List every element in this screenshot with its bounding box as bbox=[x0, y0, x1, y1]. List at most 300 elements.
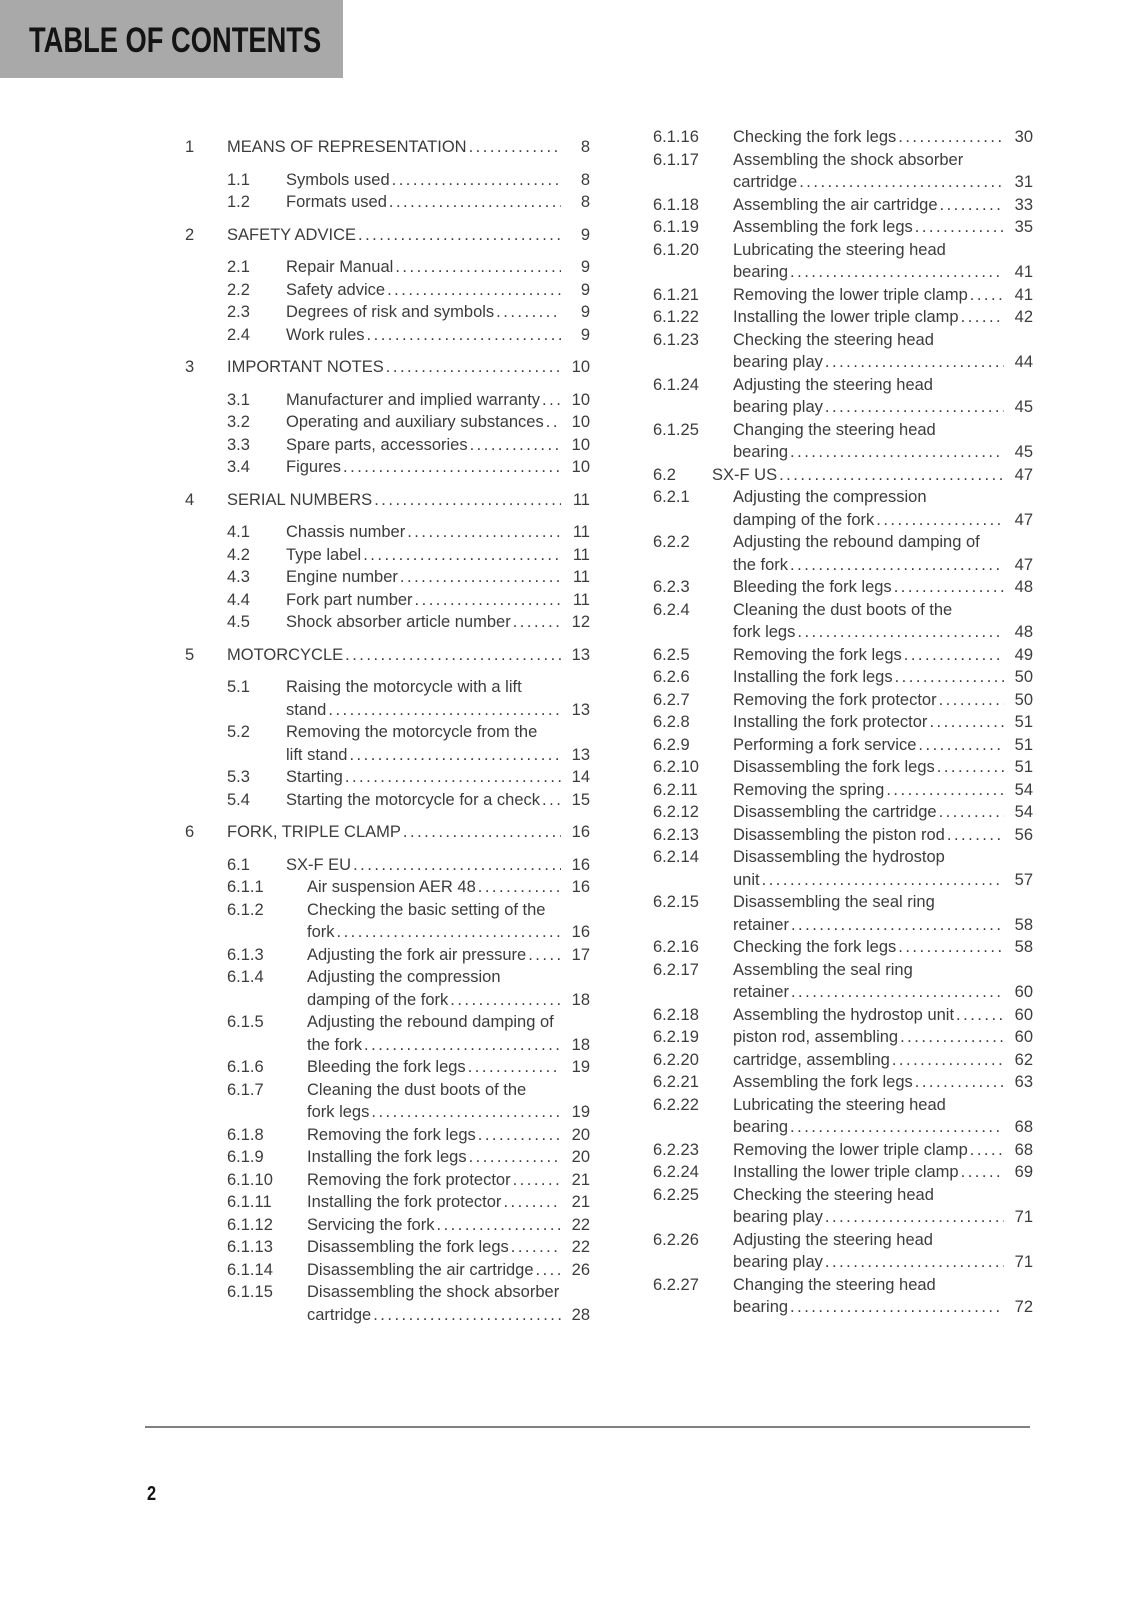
toc-entry-text: Assembling the air cartridge bbox=[733, 195, 938, 214]
dot-leader bbox=[470, 434, 561, 457]
toc-entry-page: 11 bbox=[572, 490, 590, 509]
toc-entry-page: 10 bbox=[571, 358, 590, 376]
toc-entry-page: 18 bbox=[571, 1035, 590, 1054]
toc-entry-text: Removing the fork protector bbox=[733, 690, 937, 709]
toc-entry bbox=[227, 721, 590, 766]
toc-entry-page: 68 bbox=[1014, 1140, 1033, 1159]
toc-entry bbox=[227, 1236, 590, 1259]
toc-entry-page: 8 bbox=[580, 170, 590, 189]
toc-entry-text: Installing the lower triple clamp bbox=[733, 308, 959, 326]
toc-entry-number: 6.2.1 bbox=[653, 488, 690, 506]
toc-entry-page: 62 bbox=[1014, 1050, 1033, 1069]
dot-leader bbox=[345, 766, 561, 789]
toc-entry bbox=[653, 801, 1033, 824]
toc-entry-page: 11 bbox=[572, 545, 590, 564]
toc-entry-text: Assembling the seal ring bbox=[733, 960, 913, 979]
toc-entry-text: Lubricating the steering head bbox=[733, 1095, 946, 1114]
dot-leader bbox=[392, 169, 561, 192]
toc-entry-page: 18 bbox=[571, 990, 590, 1009]
toc-entry bbox=[653, 1229, 1033, 1274]
toc-entry-number: 6.2.11 bbox=[653, 780, 698, 799]
toc-entry-text: fork bbox=[307, 923, 335, 941]
toc-entry-text: retainer bbox=[733, 915, 789, 934]
toc-entry-text: Adjusting the fork air pressure bbox=[307, 945, 527, 964]
toc-entry-number: 6.1.16 bbox=[653, 128, 699, 146]
toc-entry-page: 20 bbox=[571, 1148, 590, 1166]
toc-entry-text: damping of the fork bbox=[733, 510, 875, 529]
dot-leader bbox=[961, 306, 1004, 329]
toc-entry-number: 5.1 bbox=[227, 678, 250, 696]
toc-entry-text: Fork part number bbox=[286, 590, 413, 609]
toc-entry-text: Adjusting the steering head bbox=[733, 1230, 933, 1249]
toc-entry-page: 10 bbox=[571, 458, 590, 476]
dot-leader bbox=[790, 261, 1004, 284]
toc-entry bbox=[227, 899, 590, 944]
dot-leader bbox=[904, 644, 1004, 667]
dot-leader bbox=[337, 921, 561, 944]
toc-entry-number: 3.2 bbox=[227, 413, 250, 431]
toc-entry-page: 41 bbox=[1014, 263, 1033, 281]
toc-entry-number: 6.1.24 bbox=[653, 375, 699, 394]
toc-entry bbox=[227, 1281, 590, 1326]
toc-entry-text: Manufacturer and implied warranty bbox=[286, 390, 541, 409]
toc-entry-text: Changing the steering head bbox=[733, 1275, 936, 1294]
dot-leader bbox=[496, 301, 561, 324]
toc-entry-number: 6.1.25 bbox=[653, 420, 699, 439]
dot-leader bbox=[939, 689, 1004, 712]
toc-entry bbox=[227, 256, 590, 279]
toc-entry bbox=[227, 611, 590, 634]
dot-leader bbox=[328, 699, 561, 722]
toc-entry-number: 6.1.19 bbox=[653, 218, 699, 236]
toc-entry-text: stand bbox=[286, 700, 327, 719]
dot-leader bbox=[450, 989, 561, 1012]
toc-entry-text: Disassembling the air cartridge bbox=[307, 1260, 534, 1279]
toc-entry bbox=[653, 936, 1033, 959]
toc-entry-number: 6.2.23 bbox=[653, 1140, 699, 1159]
dot-leader bbox=[791, 914, 1004, 937]
toc-entry-number: 4.5 bbox=[227, 613, 250, 631]
toc-entry-number: 5.4 bbox=[227, 790, 250, 809]
toc-entry-text: Adjusting the steering head bbox=[733, 375, 933, 394]
toc-entry-page: 31 bbox=[1014, 173, 1033, 191]
toc-entry bbox=[227, 566, 590, 589]
toc-entry-page: 54 bbox=[1014, 780, 1033, 799]
toc-entry bbox=[227, 1011, 590, 1056]
toc-entry-number: 6.1.23 bbox=[653, 330, 699, 349]
dot-leader bbox=[797, 621, 1004, 644]
toc-entry-page: 19 bbox=[571, 1103, 590, 1121]
toc-entry bbox=[653, 1049, 1033, 1072]
toc-entry-page: 19 bbox=[571, 1058, 590, 1076]
toc-entry-number: 2.1 bbox=[227, 258, 250, 276]
dot-leader bbox=[940, 194, 1004, 217]
toc-entry-number: 4 bbox=[185, 490, 195, 509]
toc-entry bbox=[653, 666, 1033, 689]
toc-entry-text: Disassembling the hydrostop bbox=[733, 848, 945, 866]
toc-entry bbox=[653, 734, 1033, 757]
toc-entry-text: Disassembling the fork legs bbox=[307, 1238, 509, 1256]
dot-leader bbox=[400, 566, 561, 589]
toc-entry-text: the fork bbox=[307, 1035, 363, 1054]
toc-entry-text: Spare parts, accessories bbox=[286, 435, 468, 454]
toc-entry-page: 54 bbox=[1014, 803, 1033, 821]
toc-entry-number: 6.1.12 bbox=[227, 1215, 273, 1234]
toc-entry-page: 50 bbox=[1014, 668, 1033, 686]
toc-entry-text: lift stand bbox=[286, 745, 348, 764]
toc-entry-page: 11 bbox=[572, 523, 590, 541]
toc-entry-page: 9 bbox=[580, 325, 590, 344]
toc-entry-text: Installing the fork legs bbox=[733, 668, 893, 686]
dot-leader bbox=[898, 936, 1004, 959]
toc-entry bbox=[653, 846, 1033, 891]
toc-entry-text: Assembling the shock absorber bbox=[733, 150, 964, 169]
toc-entry-text: Removing the fork legs bbox=[307, 1125, 476, 1144]
toc-entry-number: 6.1.6 bbox=[227, 1058, 264, 1076]
toc-entry-text: Safety advice bbox=[286, 280, 386, 299]
toc-entry-number: 3 bbox=[185, 358, 195, 376]
toc-entry bbox=[185, 356, 590, 379]
toc-entry-text: Adjusting the compression bbox=[307, 968, 501, 986]
toc-entry-page: 17 bbox=[571, 945, 590, 964]
toc-entry-number: 4.2 bbox=[227, 545, 250, 564]
toc-entry-text: bearing bbox=[733, 1118, 789, 1136]
toc-entry-text: unit bbox=[733, 870, 760, 889]
toc-entry-number: 6.1.8 bbox=[227, 1125, 264, 1144]
toc-entry-number: 6.2.4 bbox=[653, 600, 690, 619]
toc-entry-page: 63 bbox=[1014, 1073, 1033, 1091]
toc-entry-page: 13 bbox=[571, 700, 590, 719]
dot-leader bbox=[436, 1214, 561, 1237]
toc-entry-number: 2 bbox=[185, 225, 195, 244]
dot-leader bbox=[915, 1071, 1004, 1094]
dot-leader bbox=[790, 554, 1004, 577]
toc-entry bbox=[227, 1056, 590, 1079]
toc-entry-number: 6.2.3 bbox=[653, 578, 690, 596]
toc-entry-page: 9 bbox=[580, 225, 590, 244]
toc-entry-number: 6.2.15 bbox=[653, 893, 699, 911]
toc-entry-text: fork legs bbox=[733, 623, 796, 641]
toc-entry-page: 22 bbox=[571, 1238, 590, 1256]
toc-entry-text: Performing a fork service bbox=[733, 735, 917, 754]
toc-entry-text: Assembling the hydrostop unit bbox=[733, 1005, 955, 1024]
toc-entry-page: 16 bbox=[571, 823, 590, 841]
toc-entry-page: 20 bbox=[571, 1125, 590, 1144]
toc-entry-page: 21 bbox=[571, 1193, 590, 1211]
toc-entry-text: Disassembling the seal ring bbox=[733, 893, 935, 911]
toc-entry-number: 5.3 bbox=[227, 768, 250, 786]
toc-entry bbox=[653, 1184, 1033, 1229]
dot-leader bbox=[898, 126, 1004, 149]
toc-entry-page: 45 bbox=[1014, 443, 1033, 461]
toc-entry-page: 12 bbox=[571, 613, 590, 631]
toc-entry-number: 6.1.5 bbox=[227, 1013, 264, 1031]
toc-entry-text: SX-F EU bbox=[286, 855, 352, 874]
dot-leader bbox=[353, 854, 561, 877]
toc-entry-text: Work rules bbox=[286, 325, 365, 344]
toc-entry bbox=[653, 756, 1033, 779]
dot-leader bbox=[779, 464, 1004, 487]
toc-entry-page: 21 bbox=[571, 1170, 590, 1189]
dot-leader bbox=[939, 801, 1004, 824]
toc-entry-number: 6.2.18 bbox=[653, 1005, 699, 1024]
toc-entry-number: 6.1.21 bbox=[653, 285, 699, 304]
toc-entry-page: 15 bbox=[571, 790, 590, 809]
toc-entry-number: 6.1.14 bbox=[227, 1260, 273, 1279]
toc-entry-text: Removing the fork protector bbox=[307, 1170, 511, 1189]
toc-entry-text: Checking the fork legs bbox=[733, 128, 897, 146]
toc-entry-text: Installing the fork protector bbox=[307, 1193, 502, 1211]
toc-entry-page: 60 bbox=[1014, 1028, 1033, 1046]
toc-entry bbox=[227, 169, 590, 192]
dot-leader bbox=[970, 1139, 1004, 1162]
toc-entry bbox=[227, 521, 590, 544]
toc-entry-text: Operating and auxiliary substances bbox=[286, 413, 544, 431]
toc-entry-text: Bleeding the fork legs bbox=[307, 1058, 466, 1076]
toc-entry-page: 9 bbox=[580, 303, 590, 321]
toc-entry-text: Removing the lower triple clamp bbox=[733, 285, 968, 304]
toc-entry bbox=[227, 434, 590, 457]
toc-entry-text: cartridge bbox=[733, 173, 798, 191]
toc-entry bbox=[653, 576, 1033, 599]
toc-entry-number: 4.4 bbox=[227, 590, 250, 609]
toc-entry bbox=[653, 284, 1033, 307]
toc-entry-number: 6.1.1 bbox=[227, 878, 264, 896]
toc-entry-page: 44 bbox=[1014, 353, 1033, 371]
toc-entry-text: FORK, TRIPLE CLAMP bbox=[227, 823, 401, 841]
dot-leader bbox=[799, 171, 1004, 194]
dot-leader bbox=[876, 509, 1004, 532]
dot-leader bbox=[825, 1206, 1004, 1229]
toc-entry-number: 2.4 bbox=[227, 325, 250, 344]
toc-entry-number: 6.1.13 bbox=[227, 1238, 273, 1256]
toc-entry-text: Removing the spring bbox=[733, 780, 885, 799]
toc-entry-page: 14 bbox=[571, 768, 590, 786]
toc-entry-text: bearing play bbox=[733, 353, 823, 371]
toc-entry bbox=[227, 589, 590, 612]
toc-entry-text: Removing the lower triple clamp bbox=[733, 1140, 968, 1159]
toc-entry-page: 60 bbox=[1014, 1005, 1033, 1024]
header-banner bbox=[0, 0, 343, 78]
toc-entry-number: 6.2.22 bbox=[653, 1095, 699, 1114]
toc-entry-page: 10 bbox=[571, 435, 590, 454]
toc-entry bbox=[653, 464, 1033, 487]
toc-entry-number: 5 bbox=[185, 645, 195, 664]
dot-leader bbox=[886, 779, 1004, 802]
toc-entry-page: 71 bbox=[1014, 1208, 1033, 1226]
table-of-contents bbox=[185, 126, 1033, 1326]
toc-entry-text: Checking the steering head bbox=[733, 1185, 934, 1204]
toc-entry-page: 9 bbox=[580, 258, 590, 276]
toc-entry bbox=[227, 191, 590, 214]
toc-entry-number: 6.2.27 bbox=[653, 1275, 699, 1294]
toc-entry-text: MOTORCYCLE bbox=[227, 645, 344, 664]
toc-entry-page: 47 bbox=[1014, 465, 1033, 484]
toc-entry-text: Cleaning the dust boots of the bbox=[733, 600, 953, 619]
toc-entry-page: 68 bbox=[1014, 1118, 1033, 1136]
dot-leader bbox=[395, 256, 561, 279]
footer-divider bbox=[145, 1426, 1030, 1428]
toc-entry-text: Bleeding the fork legs bbox=[733, 578, 892, 596]
toc-entry bbox=[227, 944, 590, 967]
toc-entry bbox=[227, 1169, 590, 1192]
toc-entry-number: 6.1 bbox=[227, 855, 250, 874]
toc-entry bbox=[227, 854, 590, 877]
toc-entry bbox=[653, 126, 1033, 149]
toc-entry-text: bearing bbox=[733, 263, 789, 281]
toc-entry bbox=[653, 531, 1033, 576]
toc-entry-number: 6.2.12 bbox=[653, 803, 699, 821]
toc-entry bbox=[653, 1274, 1033, 1319]
toc-entry-page: 35 bbox=[1014, 218, 1033, 236]
toc-entry-text: MEANS OF REPRESENTATION bbox=[227, 138, 467, 156]
dot-leader bbox=[895, 666, 1004, 689]
toc-entry-text: Adjusting the rebound damping of bbox=[733, 533, 980, 551]
dot-leader bbox=[947, 824, 1004, 847]
toc-entry bbox=[653, 329, 1033, 374]
toc-entry-page: 10 bbox=[571, 413, 590, 431]
toc-entry bbox=[227, 279, 590, 302]
toc-entry bbox=[185, 644, 590, 667]
dot-leader bbox=[478, 876, 561, 899]
dot-leader bbox=[513, 1169, 561, 1192]
toc-entry-number: 3.4 bbox=[227, 458, 250, 476]
toc-entry-page: 47 bbox=[1014, 510, 1033, 529]
toc-entry-page: 16 bbox=[571, 923, 590, 941]
toc-entry-text: Disassembling the shock absorber bbox=[307, 1283, 560, 1301]
toc-entry bbox=[653, 194, 1033, 217]
toc-entry-text: fork legs bbox=[307, 1103, 370, 1121]
toc-entry-number: 1.1 bbox=[227, 170, 250, 189]
dot-leader bbox=[363, 544, 561, 567]
toc-entry bbox=[185, 136, 590, 159]
toc-entry bbox=[227, 1079, 590, 1124]
toc-entry-number: 6.1.15 bbox=[227, 1283, 273, 1301]
toc-entry-text: bearing bbox=[733, 1298, 789, 1316]
toc-entry-text: Air suspension AER 48 bbox=[307, 878, 476, 896]
toc-entry-number: 4.1 bbox=[227, 523, 250, 541]
dot-leader bbox=[386, 356, 561, 379]
dot-leader bbox=[367, 324, 561, 347]
toc-entry-text: the fork bbox=[733, 555, 789, 574]
toc-entry bbox=[653, 1139, 1033, 1162]
toc-entry-text: Installing the lower triple clamp bbox=[733, 1163, 959, 1181]
toc-entry bbox=[653, 959, 1033, 1004]
toc-entry-page: 51 bbox=[1014, 735, 1033, 754]
dot-leader bbox=[970, 284, 1004, 307]
toc-entry bbox=[653, 1094, 1033, 1139]
toc-entry-text: Starting bbox=[286, 768, 343, 786]
toc-entry bbox=[227, 766, 590, 789]
toc-entry bbox=[227, 1214, 590, 1237]
toc-entry bbox=[227, 1191, 590, 1214]
toc-entry bbox=[653, 1161, 1033, 1184]
toc-entry-number: 2.2 bbox=[227, 280, 250, 299]
toc-entry-page: 11 bbox=[572, 590, 590, 609]
dot-leader bbox=[790, 1116, 1004, 1139]
toc-entry-text: SERIAL NUMBERS bbox=[227, 490, 373, 509]
toc-entry-text: Installing the fork legs bbox=[307, 1148, 467, 1166]
toc-entry-text: Disassembling the cartridge bbox=[733, 803, 937, 821]
toc-entry-text: retainer bbox=[733, 983, 789, 1001]
toc-entry-number: 6.2.20 bbox=[653, 1050, 699, 1069]
dot-leader bbox=[825, 351, 1004, 374]
toc-entry bbox=[227, 544, 590, 567]
toc-entry-page: 16 bbox=[571, 878, 590, 896]
toc-entry bbox=[653, 306, 1033, 329]
toc-entry bbox=[227, 1124, 590, 1147]
toc-entry-text: Adjusting the rebound damping of bbox=[307, 1013, 554, 1031]
toc-entry-text: SX-F US bbox=[712, 465, 778, 484]
toc-entry-page: 11 bbox=[572, 568, 590, 586]
toc-entry-number: 6.2.19 bbox=[653, 1028, 699, 1046]
toc-entry-page: 33 bbox=[1014, 195, 1033, 214]
toc-entry bbox=[227, 1259, 590, 1282]
toc-entry-number: 6.2.5 bbox=[653, 645, 690, 664]
toc-entry bbox=[653, 216, 1033, 239]
toc-entry-number: 6.2.2 bbox=[653, 533, 690, 551]
toc-entry-number: 6.2.14 bbox=[653, 848, 699, 866]
dot-leader bbox=[468, 1056, 561, 1079]
dot-leader bbox=[791, 981, 1004, 1004]
toc-entry-text: SAFETY ADVICE bbox=[227, 225, 356, 244]
toc-entry-page: 50 bbox=[1014, 690, 1033, 709]
toc-entry-page: 16 bbox=[571, 855, 590, 874]
toc-entry bbox=[653, 689, 1033, 712]
dot-leader bbox=[546, 411, 561, 434]
dot-leader bbox=[387, 279, 561, 302]
toc-entry-page: 8 bbox=[580, 193, 590, 211]
toc-entry bbox=[227, 676, 590, 721]
toc-entry-page: 13 bbox=[571, 645, 590, 664]
toc-entry-page: 58 bbox=[1014, 938, 1033, 956]
toc-entry-number: 4.3 bbox=[227, 568, 250, 586]
dot-leader bbox=[542, 389, 561, 412]
dot-leader bbox=[513, 611, 561, 634]
toc-entry bbox=[653, 1071, 1033, 1094]
toc-entry-number: 6.2.13 bbox=[653, 825, 699, 844]
toc-entry-text: Repair Manual bbox=[286, 258, 394, 276]
dot-leader bbox=[825, 396, 1004, 419]
toc-entry-text: damping of the fork bbox=[307, 990, 449, 1009]
toc-entry-number: 6.1.11 bbox=[227, 1193, 272, 1211]
toc-entry-number: 1.2 bbox=[227, 193, 250, 211]
dot-leader bbox=[415, 589, 561, 612]
toc-entry-number: 6.1.17 bbox=[653, 150, 699, 169]
toc-entry-text: cartridge, assembling bbox=[733, 1050, 890, 1069]
dot-leader bbox=[825, 1251, 1004, 1274]
toc-entry-number: 6.2.7 bbox=[653, 690, 690, 709]
dot-leader bbox=[892, 1049, 1004, 1072]
toc-entry-page: 13 bbox=[571, 745, 590, 764]
toc-entry bbox=[227, 966, 590, 1011]
toc-column bbox=[185, 126, 590, 1326]
toc-entry-number: 6 bbox=[185, 823, 195, 841]
dot-leader bbox=[374, 489, 561, 512]
toc-entry bbox=[227, 389, 590, 412]
toc-entry-page: 41 bbox=[1014, 285, 1033, 304]
toc-entry bbox=[185, 224, 590, 247]
toc-entry-text: Servicing the fork bbox=[307, 1215, 435, 1234]
toc-entry bbox=[653, 644, 1033, 667]
toc-entry-text: Changing the steering head bbox=[733, 420, 936, 439]
toc-entry-number: 1 bbox=[185, 138, 195, 156]
dot-leader bbox=[358, 224, 561, 247]
dot-leader bbox=[915, 216, 1004, 239]
dot-leader bbox=[536, 1259, 561, 1282]
dot-leader bbox=[918, 734, 1004, 757]
toc-entry-number: 6.2 bbox=[653, 465, 676, 484]
